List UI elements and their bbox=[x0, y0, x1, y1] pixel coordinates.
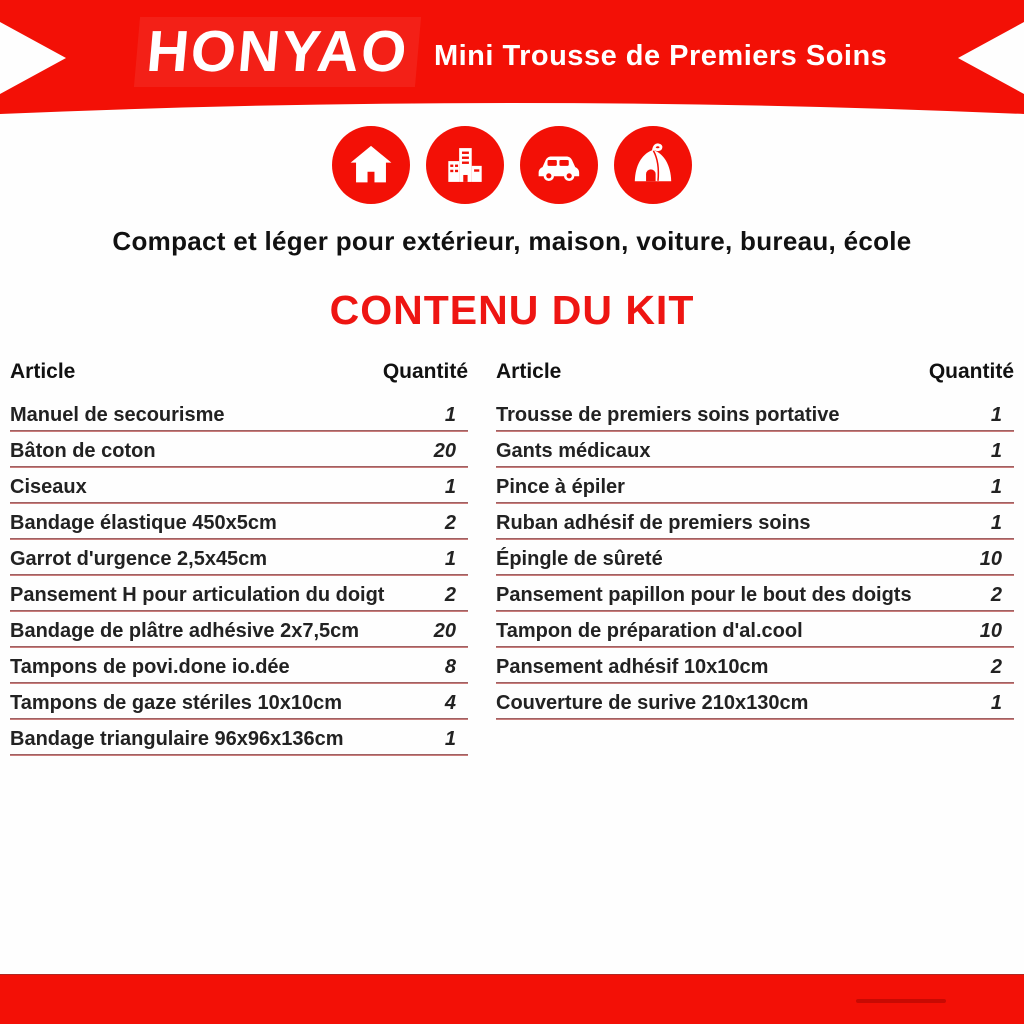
table-row bbox=[10, 396, 468, 432]
table-row bbox=[10, 540, 468, 576]
quantity-value: 2 bbox=[444, 584, 456, 606]
quantity-value: 2 bbox=[990, 584, 1002, 606]
building-icon bbox=[426, 126, 504, 204]
header-quantity: Quantité bbox=[382, 360, 468, 383]
article-label: Tampons de povi.done io.dée bbox=[10, 656, 290, 678]
table-row bbox=[496, 468, 1014, 504]
quantity-value: 1 bbox=[444, 548, 456, 570]
brand-logo: HONYAO bbox=[134, 17, 421, 87]
column-header bbox=[10, 354, 468, 388]
table-row bbox=[496, 684, 1014, 720]
article-label: Gants médicaux bbox=[496, 440, 651, 462]
article-label: Ciseaux bbox=[10, 476, 87, 498]
tagline: Compact et léger pour extérieur, maison, voiture, bureau, école bbox=[112, 226, 912, 256]
article-label: Pansement H pour articulation du doigt bbox=[10, 584, 385, 606]
header-quantity: Quantité bbox=[928, 360, 1014, 383]
quantity-value: 4 bbox=[444, 692, 456, 714]
article-label: Pansement adhésif 10x10cm bbox=[496, 656, 769, 678]
quantity-value: 1 bbox=[990, 440, 1002, 462]
quantity-value: 1 bbox=[990, 404, 1002, 426]
header-article: Article bbox=[10, 360, 76, 383]
table-row bbox=[10, 504, 468, 540]
article-label: Trousse de premiers soins portative bbox=[496, 404, 840, 426]
table-row bbox=[10, 648, 468, 684]
table-row bbox=[10, 684, 468, 720]
article-label: Manuel de secourisme bbox=[10, 404, 225, 426]
tent-icon bbox=[614, 126, 692, 204]
quantity-value: 20 bbox=[433, 620, 456, 642]
article-label: Épingle de sûreté bbox=[496, 548, 663, 570]
footer-red-bar bbox=[0, 974, 1024, 1024]
article-label: Tampon de préparation d'al.cool bbox=[496, 620, 803, 642]
footer-watermark-mark bbox=[856, 999, 946, 1003]
column-header bbox=[496, 354, 1014, 388]
article-label: Ruban adhésif de premiers soins bbox=[496, 512, 811, 534]
home-icon bbox=[332, 126, 410, 204]
article-label: Bandage élastique 450x5cm bbox=[10, 512, 277, 534]
quantity-value: 1 bbox=[990, 476, 1002, 498]
article-label: Bâton de coton bbox=[10, 440, 156, 462]
quantity-value: 1 bbox=[444, 404, 456, 426]
quantity-value: 8 bbox=[444, 656, 456, 678]
article-label: Garrot d'urgence 2,5x45cm bbox=[10, 548, 268, 570]
article-label: Bandage triangulaire 96x96x136cm bbox=[10, 728, 344, 750]
table-row bbox=[10, 720, 468, 756]
quantity-value: 1 bbox=[444, 476, 456, 498]
quantity-value: 1 bbox=[990, 512, 1002, 534]
table-row bbox=[10, 612, 468, 648]
quantity-value: 1 bbox=[444, 728, 456, 750]
header-banner bbox=[0, 0, 1024, 120]
quantity-value: 2 bbox=[444, 512, 456, 534]
quantity-value: 10 bbox=[979, 620, 1002, 642]
article-label: Couverture de surive 210x130cm bbox=[496, 692, 809, 714]
table-row bbox=[496, 504, 1014, 540]
table-row bbox=[496, 540, 1014, 576]
article-label: Pansement papillon pour le bout des doigts bbox=[496, 584, 912, 606]
table-row bbox=[10, 468, 468, 504]
car-icon bbox=[520, 126, 598, 204]
article-label: Tampons de gaze stériles 10x10cm bbox=[10, 692, 343, 714]
contents-column-left bbox=[10, 354, 468, 756]
header-article: Article bbox=[496, 360, 562, 383]
table-row bbox=[496, 648, 1014, 684]
quantity-value: 2 bbox=[990, 656, 1002, 678]
quantity-value: 20 bbox=[433, 440, 456, 462]
table-row bbox=[10, 576, 468, 612]
contents-column-right bbox=[496, 354, 1014, 756]
article-label: Pince à épiler bbox=[496, 476, 625, 498]
table-row bbox=[496, 432, 1014, 468]
article-label: Bandage de plâtre adhésive 2x7,5cm bbox=[10, 620, 360, 642]
quantity-value: 10 bbox=[979, 548, 1002, 570]
table-row bbox=[496, 612, 1014, 648]
banner-content bbox=[0, 0, 1024, 104]
table-row bbox=[10, 432, 468, 468]
section-title: CONTENU DU KIT bbox=[329, 287, 695, 333]
banner-subtitle: Mini Trousse de Premiers Soins bbox=[433, 39, 888, 72]
table-row bbox=[496, 396, 1014, 432]
table-row bbox=[496, 576, 1014, 612]
quantity-value: 1 bbox=[990, 692, 1002, 714]
usage-icon-row bbox=[0, 126, 1024, 204]
kit-contents-table bbox=[0, 354, 1024, 756]
